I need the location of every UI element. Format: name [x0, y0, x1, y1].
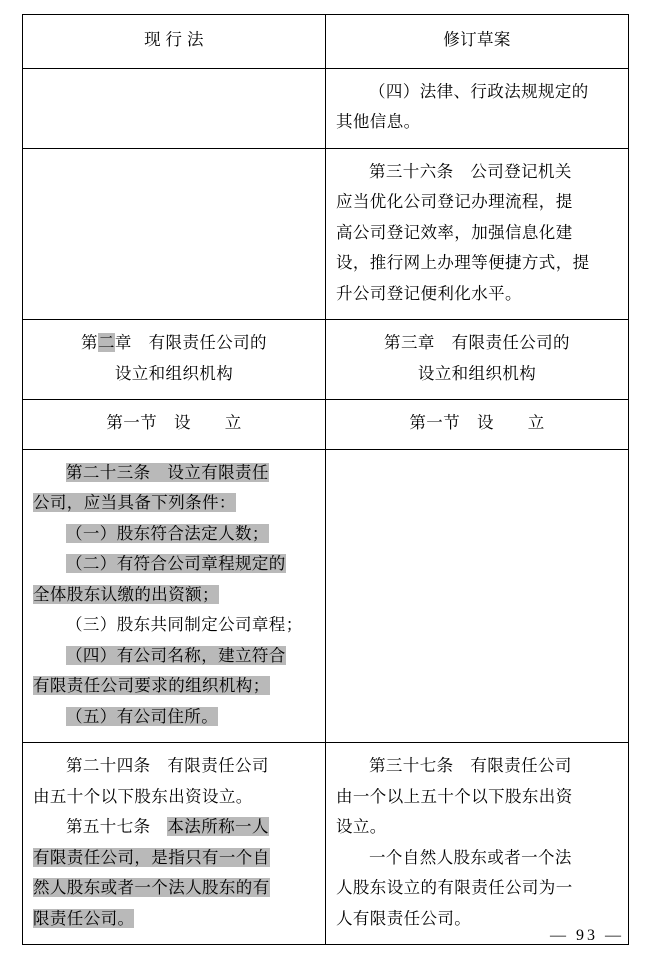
table-row: [23, 743, 629, 945]
line: [33, 549, 315, 580]
line: 人股东设立的有限责任公司为一: [336, 878, 573, 898]
line: 人有限责任公司。: [336, 908, 472, 928]
highlighted-text: 公司，应当具备下列条件：: [33, 493, 236, 513]
cell-left-empty: [23, 148, 326, 320]
line: 设，推行网上办理等便捷方式，提: [336, 253, 590, 273]
line: [33, 873, 315, 904]
line: 设立。: [336, 817, 387, 837]
page-number: — 93 —: [550, 927, 624, 944]
cell-right-article-36: [326, 148, 629, 320]
cell-left-chapter-title: [23, 320, 326, 400]
line: （三）股东共同制定公司章程；: [66, 615, 303, 635]
comparison-table: [22, 14, 629, 945]
highlighted-text: 有限责任公司要求的组织机构；: [33, 676, 270, 696]
highlighted-text: （四）有公司名称，建立符合: [66, 645, 286, 665]
line: [33, 458, 315, 489]
table-row: [23, 148, 629, 320]
line: [33, 580, 315, 611]
line: 应当优化公司登记办理流程，提: [336, 192, 573, 212]
highlighted-text: （二）有符合公司章程规定的: [66, 554, 286, 574]
highlighted-text: 然人股东或者一个法人股东的有: [33, 878, 270, 898]
line: 第三十六条 公司登记机关: [369, 161, 572, 181]
table-row: [23, 400, 629, 450]
highlighted-text: 第二十三条 设立有限责任: [66, 462, 269, 482]
table-row: [23, 320, 629, 400]
highlighted-text: 二: [97, 333, 115, 353]
highlighted-text: 限责任公司。: [33, 908, 135, 928]
line: [33, 702, 315, 733]
cell-right-section-title: 第一节 设 立: [326, 400, 629, 450]
line: [33, 519, 315, 550]
cell-right-empty: [326, 449, 629, 743]
cell-right-chapter-title: [326, 320, 629, 400]
line: [33, 641, 315, 672]
line: [33, 904, 315, 935]
cell-left-section-title: 第一节 设 立: [23, 400, 326, 450]
line: 高公司登记效率，加强信息化建: [336, 222, 573, 242]
header-current-law: 现 行 法: [23, 15, 326, 69]
line: 一个自然人股东或者一个法: [369, 847, 572, 867]
table-row: [23, 68, 629, 148]
highlighted-text: （一）股东符合法定人数；: [66, 523, 269, 543]
line: 第三十七条 有限责任公司: [369, 756, 572, 776]
cell-left-article-23: [23, 449, 326, 743]
line: [33, 488, 315, 519]
cell-right-item-four: [326, 68, 629, 148]
line: [33, 812, 315, 843]
cell-left-article-24-57: [23, 743, 326, 945]
chapter-title-line: 第三章 有限责任公司的: [384, 333, 570, 353]
cell-right-article-37: [326, 743, 629, 945]
header-revised-draft: 修订草案: [326, 15, 629, 69]
line: 其他信息。: [336, 112, 421, 132]
chapter-title-line: 设立和组织机构: [417, 363, 537, 383]
highlighted-text: 全体股东认缴的出资额；: [33, 584, 219, 604]
line: 由五十个以下股东出资设立。: [33, 786, 253, 806]
chapter-title-line: [33, 328, 315, 359]
highlighted-text: 有限责任公司，是指只有一个自: [33, 847, 270, 867]
highlighted-text: 本法所称一人: [167, 817, 269, 837]
table-header-row: [23, 15, 629, 69]
chapter-title-line: 设立和组织机构: [114, 363, 234, 383]
cell-left-empty: [23, 68, 326, 148]
line: 第二十四条 有限责任公司: [66, 756, 269, 776]
table-row: [23, 449, 629, 743]
line: （四）法律、行政法规规定的: [369, 81, 589, 101]
chapter-title-text-a: 第二章 有限责任公司的: [81, 333, 267, 353]
line: 升公司登记便利化水平。: [336, 283, 522, 303]
line-text: 第五十七条 本法所称一人: [66, 817, 269, 837]
line: 由一个以上五十个以下股东出资: [336, 786, 573, 806]
line: [33, 671, 315, 702]
line: [33, 843, 315, 874]
highlighted-text: （五）有公司住所。: [66, 706, 219, 726]
